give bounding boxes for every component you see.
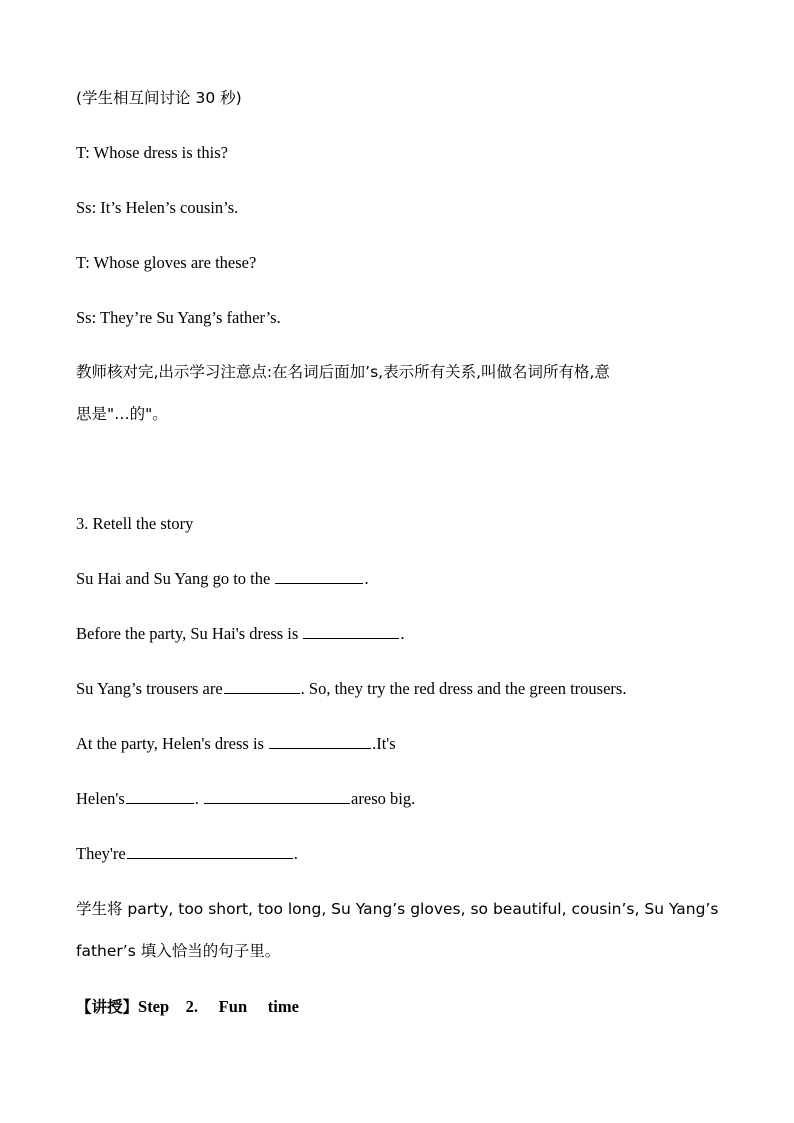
step-title: Step 2. Fun time <box>138 997 299 1016</box>
dialogue-line-3: T: Whose gloves are these? <box>76 253 257 272</box>
retell-sentence-5 <box>76 787 415 811</box>
fill-blank <box>126 787 194 804</box>
sentence-text: . <box>293 844 298 863</box>
sentence-text: At the party, Helen's dress is <box>76 734 269 753</box>
sentence-text: . <box>400 624 405 643</box>
student-task-line-2: father’s 填入恰当的句子里。 <box>76 942 281 960</box>
fill-blank <box>204 787 350 804</box>
retell-sentence-6 <box>76 842 298 866</box>
retell-sentence-3 <box>76 677 626 701</box>
fill-blank <box>127 842 293 859</box>
step-heading <box>76 995 299 1019</box>
sentence-text: . <box>364 569 369 588</box>
sentence-text: areso big. <box>351 789 416 808</box>
sentence-text: . <box>194 789 204 808</box>
teacher-note-line-1: 教师核对完,出示学习注意点:在名词后面加’s,表示所有关系,叫做名词所有格,意 <box>76 363 610 381</box>
sentence-text: .It's <box>372 734 396 753</box>
retell-sentence-1 <box>76 567 369 591</box>
sentence-text: They're <box>76 844 126 863</box>
fill-blank <box>224 677 300 694</box>
retell-sentence-4 <box>76 732 396 756</box>
teacher-note-line-2: 思是"…的"。 <box>76 405 168 423</box>
sentence-text: Su Yang’s trousers are <box>76 679 223 698</box>
sentence-text: Before the party, Su Hai's dress is <box>76 624 303 643</box>
dialogue-line-1: T: Whose dress is this? <box>76 143 228 162</box>
discussion-note: (学生相互间讨论 30 秒) <box>76 89 242 107</box>
dialogue-line-2: Ss: It’s Helen’s cousin’s. <box>76 198 239 217</box>
fill-blank <box>303 622 399 639</box>
dialogue-line-4: Ss: They’re Su Yang’s father’s. <box>76 308 281 327</box>
sentence-text: . So, they try the red dress and the green trousers. <box>300 679 627 698</box>
section-heading-retell: 3. Retell the story <box>76 514 194 533</box>
fill-blank <box>269 732 371 749</box>
retell-sentence-2 <box>76 622 405 646</box>
sentence-text: Su Hai and Su Yang go to the <box>76 569 275 588</box>
sentence-text: Helen's <box>76 789 125 808</box>
lesson-label: 【讲授】 <box>76 998 139 1016</box>
student-task-line-1: 学生将 party, too short, too long, Su Yang’s gloves, so beautiful, cousin’s, Su Yang’s <box>76 900 719 918</box>
fill-blank <box>275 567 363 584</box>
